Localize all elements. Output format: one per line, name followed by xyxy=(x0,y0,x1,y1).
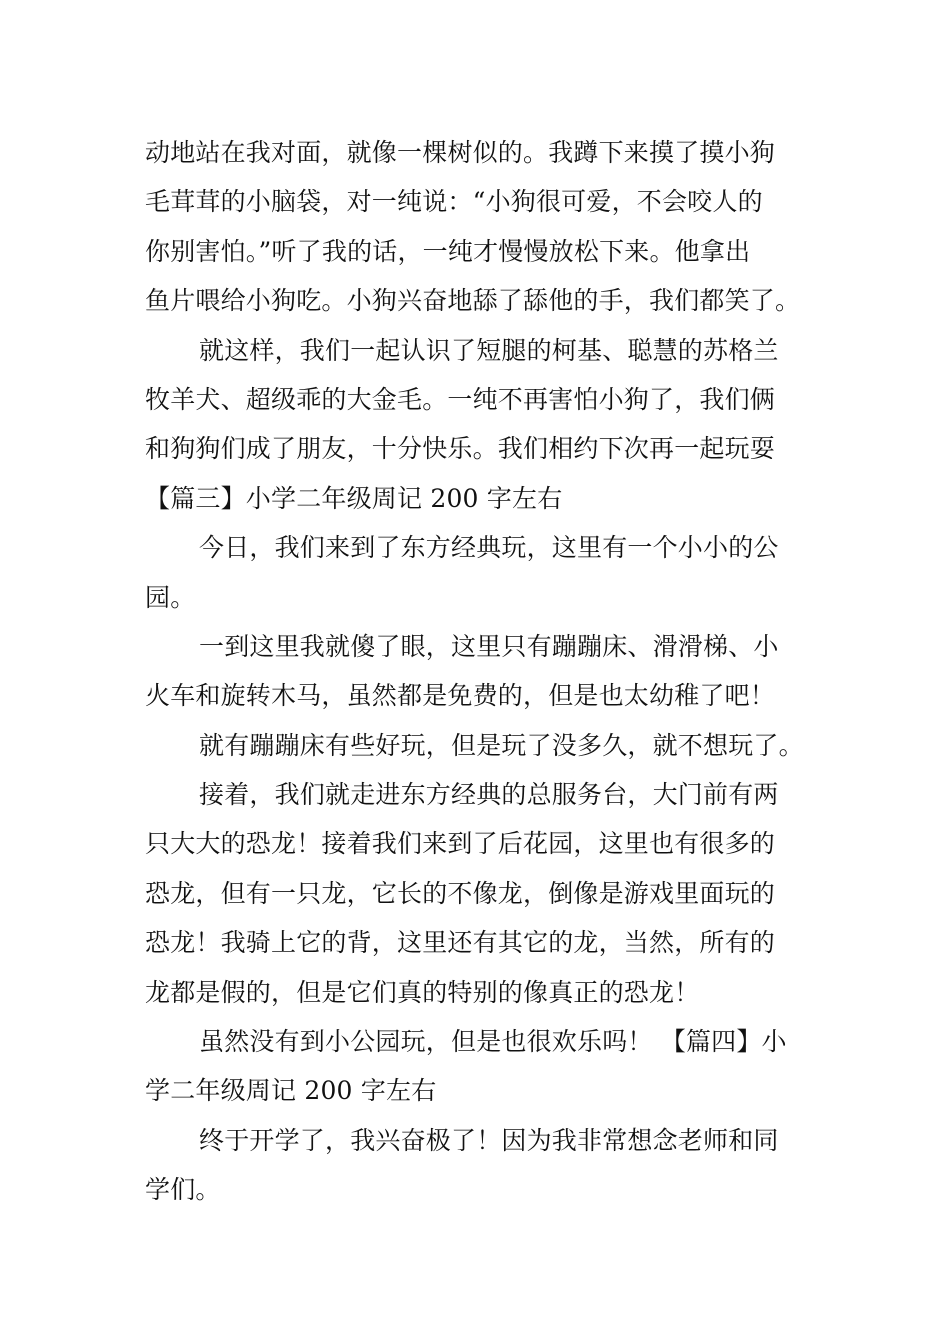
text-line: 动地站在我对面，就像一棵树似的。我蹲下来摸了摸小狗 xyxy=(145,138,776,167)
document-body xyxy=(145,128,810,1215)
paragraph-first-line: 一到这里我就傻了眼，这里只有蹦蹦床、滑滑梯、小 xyxy=(199,631,779,661)
paragraph-first-line: 今日，我们来到了东方经典玩，这里有一个小小的公 xyxy=(199,533,779,563)
text-line: 园。 xyxy=(145,582,196,612)
section-heading: 【篇三】小学二年级周记 200 字左右 xyxy=(145,483,563,513)
paragraph-first-line: 终于开学了，我兴奋极了！因为我非常想念老师和同 xyxy=(199,1125,779,1155)
text-line: 毛茸茸的小脑袋，对一纯说：“小狗很可爱，不会咬人的 xyxy=(145,187,763,217)
paragraph-first-line: 就这样，我们一起认识了短腿的柯基、聪慧的苏格兰 xyxy=(199,335,779,365)
text-line: 学们。 xyxy=(145,1175,221,1205)
text-line: 恐龙，但有一只龙，它长的不像龙，倒像是游戏里面玩的 xyxy=(145,878,776,908)
text-line: 火车和旋转木马，虽然都是免费的，但是也太幼稚了吧！ xyxy=(145,681,776,711)
text-line: 你别害怕。”听了我的话，一纯才慢慢放松下来。他拿出 xyxy=(145,236,751,266)
paragraph-first-line: 接着，我们就走进东方经典的总服务台，大门前有两 xyxy=(199,780,779,810)
paragraph-first-line: 就有蹦蹦床有些好玩，但是玩了没多久，就不想玩了。 xyxy=(199,730,804,760)
text-line: 恐龙！我骑上它的背，这里还有其它的龙，当然，所有的 xyxy=(145,928,776,958)
text-line: 龙都是假的，但是它们真的特别的像真正的恐龙！ xyxy=(145,977,700,1007)
text-line: 和狗狗们成了朋友，十分快乐。我们相约下次再一起玩耍 xyxy=(145,434,776,464)
text-line: 只大大的恐龙！接着我们来到了后花园，这里也有很多的 xyxy=(145,829,776,859)
text-line: 牧羊犬、超级乖的大金毛。一纯不再害怕小狗了，我们俩 xyxy=(145,384,776,414)
text-line: 学二年级周记 200 字左右 xyxy=(145,1076,437,1106)
text-line: 鱼片喂给小狗吃。小狗兴奋地舔了舔他的手，我们都笑了。 xyxy=(145,286,801,316)
paragraph-first-line: 虽然没有到小公园玩，但是也很欢乐吗！ 【篇四】小 xyxy=(199,1027,787,1057)
